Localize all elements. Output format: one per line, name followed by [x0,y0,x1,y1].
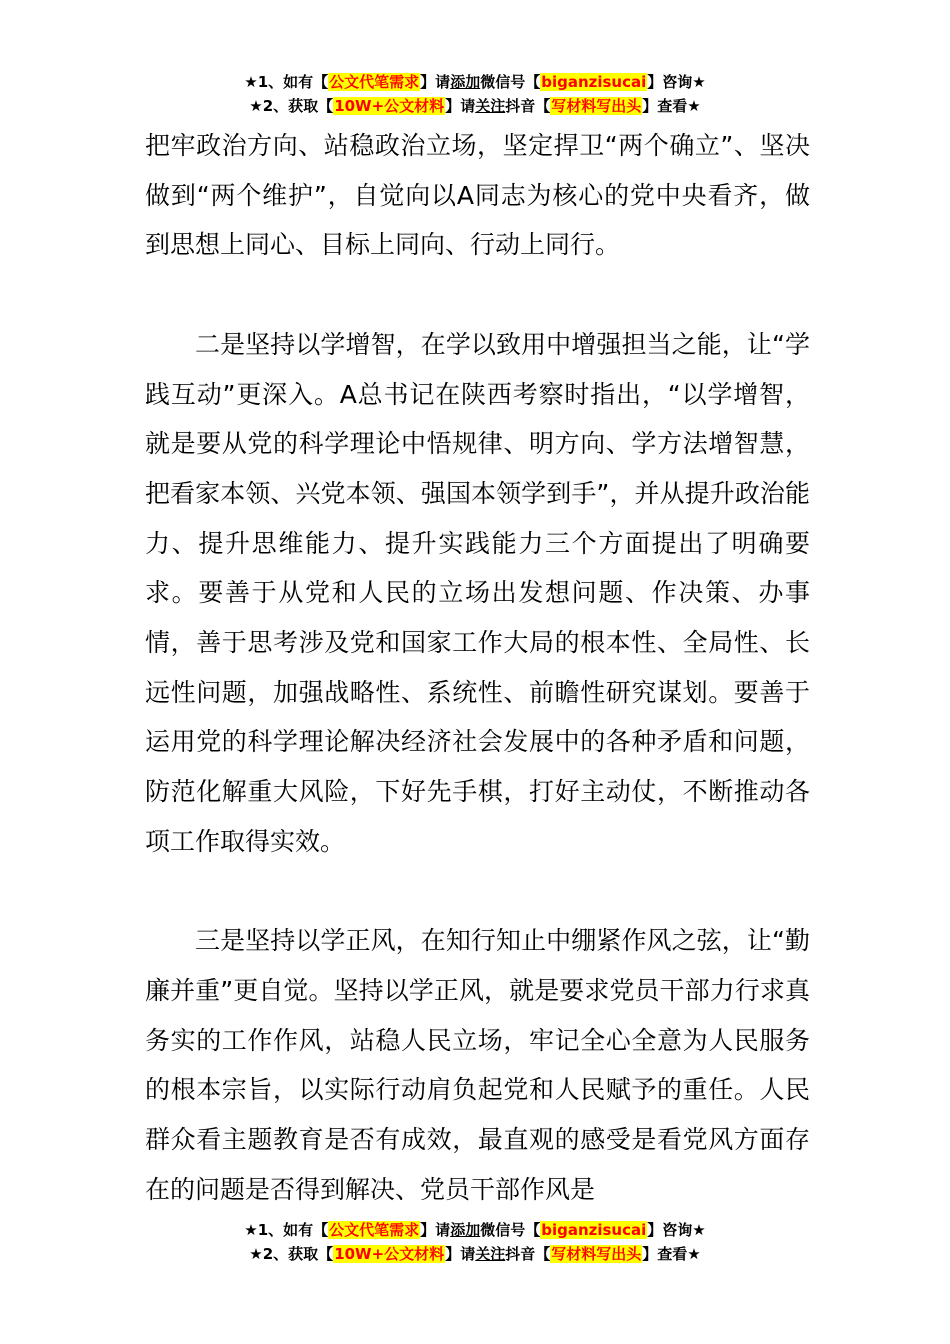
banner-text: 】请 [420,73,451,91]
banner-text: ★2、获取【 [249,1245,334,1263]
banner-text: 】请 [445,1245,476,1263]
footer-banner [0,1218,950,1266]
banner-text: ★2、获取【 [249,97,334,115]
banner-highlight: 公文代笔需求 [329,1221,420,1239]
banner-underline: 关注 [475,1245,506,1263]
banner-line-2 [0,94,950,118]
banner-highlight: biganzisucai [541,1221,647,1239]
banner-line-2 [0,1242,950,1266]
banner-text: 抖音【 [505,1245,551,1263]
banner-highlight: 写材料写出头 [551,97,642,115]
banner-highlight: 10W+公文材料 [334,1245,445,1263]
banner-underline: 添加 [450,1221,481,1239]
banner-highlight: 写材料写出头 [551,1245,642,1263]
banner-text: 抖音【 [505,97,551,115]
banner-text: 】查看★ [642,97,701,115]
header-banner [0,70,950,118]
banner-highlight: biganzisucai [541,73,647,91]
banner-text: 微信号【 [480,73,541,91]
banner-underline: 关注 [475,97,506,115]
banner-text: ★1、如有【 [244,1221,329,1239]
banner-highlight: 10W+公文材料 [334,97,445,115]
banner-text: 微信号【 [480,1221,541,1239]
document-body [145,121,810,1214]
banner-line-1 [0,70,950,94]
banner-text: 】咨询★ [647,1221,706,1239]
banner-underline: 添加 [450,73,481,91]
paragraph-yixue-zengzhi: 二是坚持以学增智，在学以致用中增强担当之能，让“学践互动”更深入。A总书记在陕西考察时指出，“以学增智，就是要从党的科学理论中悟规律、明方向、学方法增智慧，把看家本领、兴党本领、强国本领学到手”，并从提升政治能力、提升思维能力、提升实践能力三个方面提出了明确要求。要善于从党和人民的立场出发想问题、作决策、办事情，善于思考涉及党和国家工作大局的根本性、全局性、长远性问题，加强战略性、系统性、前瞻性研究谋划。要善于运用党的科学理论解决经济社会发展中的各种矛盾和问题，防范化解重大风险，下好先手棋，打好主动仗，不断推动各项工作取得实效。 [145,329,810,856]
banner-text: 】查看★ [642,1245,701,1263]
banner-text: 】咨询★ [647,73,706,91]
banner-text: ★1、如有【 [244,73,329,91]
banner-highlight: 公文代笔需求 [329,73,420,91]
paragraph-yixue-zhengfeng: 三是坚持以学正风，在知行知止中绷紧作风之弦，让“勤廉并重”更自觉。坚持以学正风，就是要求党员干部力行求真务实的工作作风，站稳人民立场，牢记全心全意为人民服务的根本宗旨，以实际行动肩负起党和人民赋予的重任。人民群众看主题教育是否有成效，最直观的感受是看党风方面存在的问题是否得到解决、党员干部作风是 [145,926,810,1204]
paragraph-continuation: 把牢政治方向、站稳政治立场，坚定捍卫“两个确立”、坚决做到“两个维护”，自觉向以A同志为核心的党中央看齐，做到思想上同心、目标上同向、行动上同行。 [145,131,810,260]
banner-text: 】请 [445,97,476,115]
banner-text: 】请 [420,1221,451,1239]
banner-line-1 [0,1218,950,1242]
